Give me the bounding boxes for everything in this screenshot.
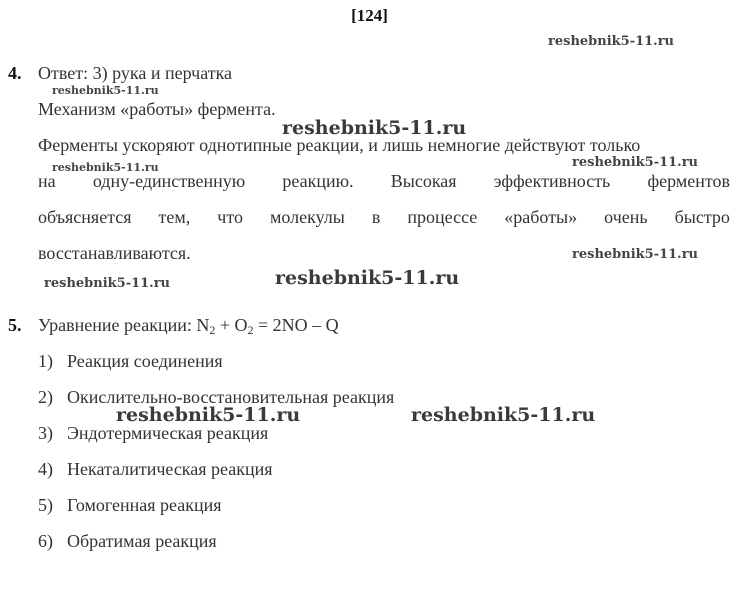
list-item: 2) Окислительно-восстановительная реакция [38, 387, 395, 407]
watermark: reshebnik5-11.ru [548, 34, 675, 49]
list-item: 1) Реакция соединения [38, 351, 223, 371]
word: одну-единственную [92, 171, 246, 191]
word: Высокая [390, 171, 457, 191]
watermark: reshebnik5-11.ru [275, 267, 460, 289]
list-item: 4) Некаталитическая реакция [38, 459, 273, 479]
word: тем, [158, 207, 191, 227]
word: процессе [407, 207, 478, 227]
watermark: reshebnik5-11.ru [572, 155, 699, 170]
word: быстро [674, 207, 730, 227]
list-item: 5) Гомогенная реакция [38, 495, 222, 515]
watermark: reshebnik5-11.ru [572, 247, 699, 262]
word: на [38, 171, 56, 191]
question-4-line-1: Ферменты ускоряют однотипные реакции, и лишь немногие действуют только [38, 135, 641, 155]
question-4-number: 4. [8, 63, 22, 83]
word: эффективность [493, 171, 611, 191]
watermark: reshebnik5-11.ru [44, 276, 171, 291]
question-5-number: 5. [8, 315, 22, 335]
page-number: [124] [351, 6, 388, 25]
watermark: reshebnik5-11.ru [116, 404, 301, 426]
question-4-line-3 [38, 207, 730, 228]
word: молекулы [269, 207, 345, 227]
question-4-line-2 [38, 171, 730, 192]
watermark: reshebnik5-11.ru [282, 117, 467, 139]
question-4-line-4: восстанавливаются. [38, 243, 191, 263]
watermark: reshebnik5-11.ru [52, 84, 159, 97]
word: ферментов [647, 171, 730, 191]
question-4-answer: Ответ: 3) рука и перчатка [38, 63, 233, 83]
word: очень [604, 207, 648, 227]
list-item: 6) Обратимая реакция [38, 531, 217, 551]
word: что [217, 207, 243, 227]
watermark: reshebnik5-11.ru [52, 161, 159, 174]
word: реакцию. [282, 171, 354, 191]
watermark: reshebnik5-11.ru [411, 404, 596, 426]
word: «работы» [504, 207, 578, 227]
reaction-equation: Уравнение реакции: $N_2 + O_2 = 2NO - Q$ [38, 315, 339, 337]
question-4-heading: Механизм «работы» фермента. [38, 99, 276, 119]
list-item: 3) Эндотермическая реакция [38, 423, 269, 443]
word: в [371, 207, 381, 227]
word: объясняется [38, 207, 132, 227]
